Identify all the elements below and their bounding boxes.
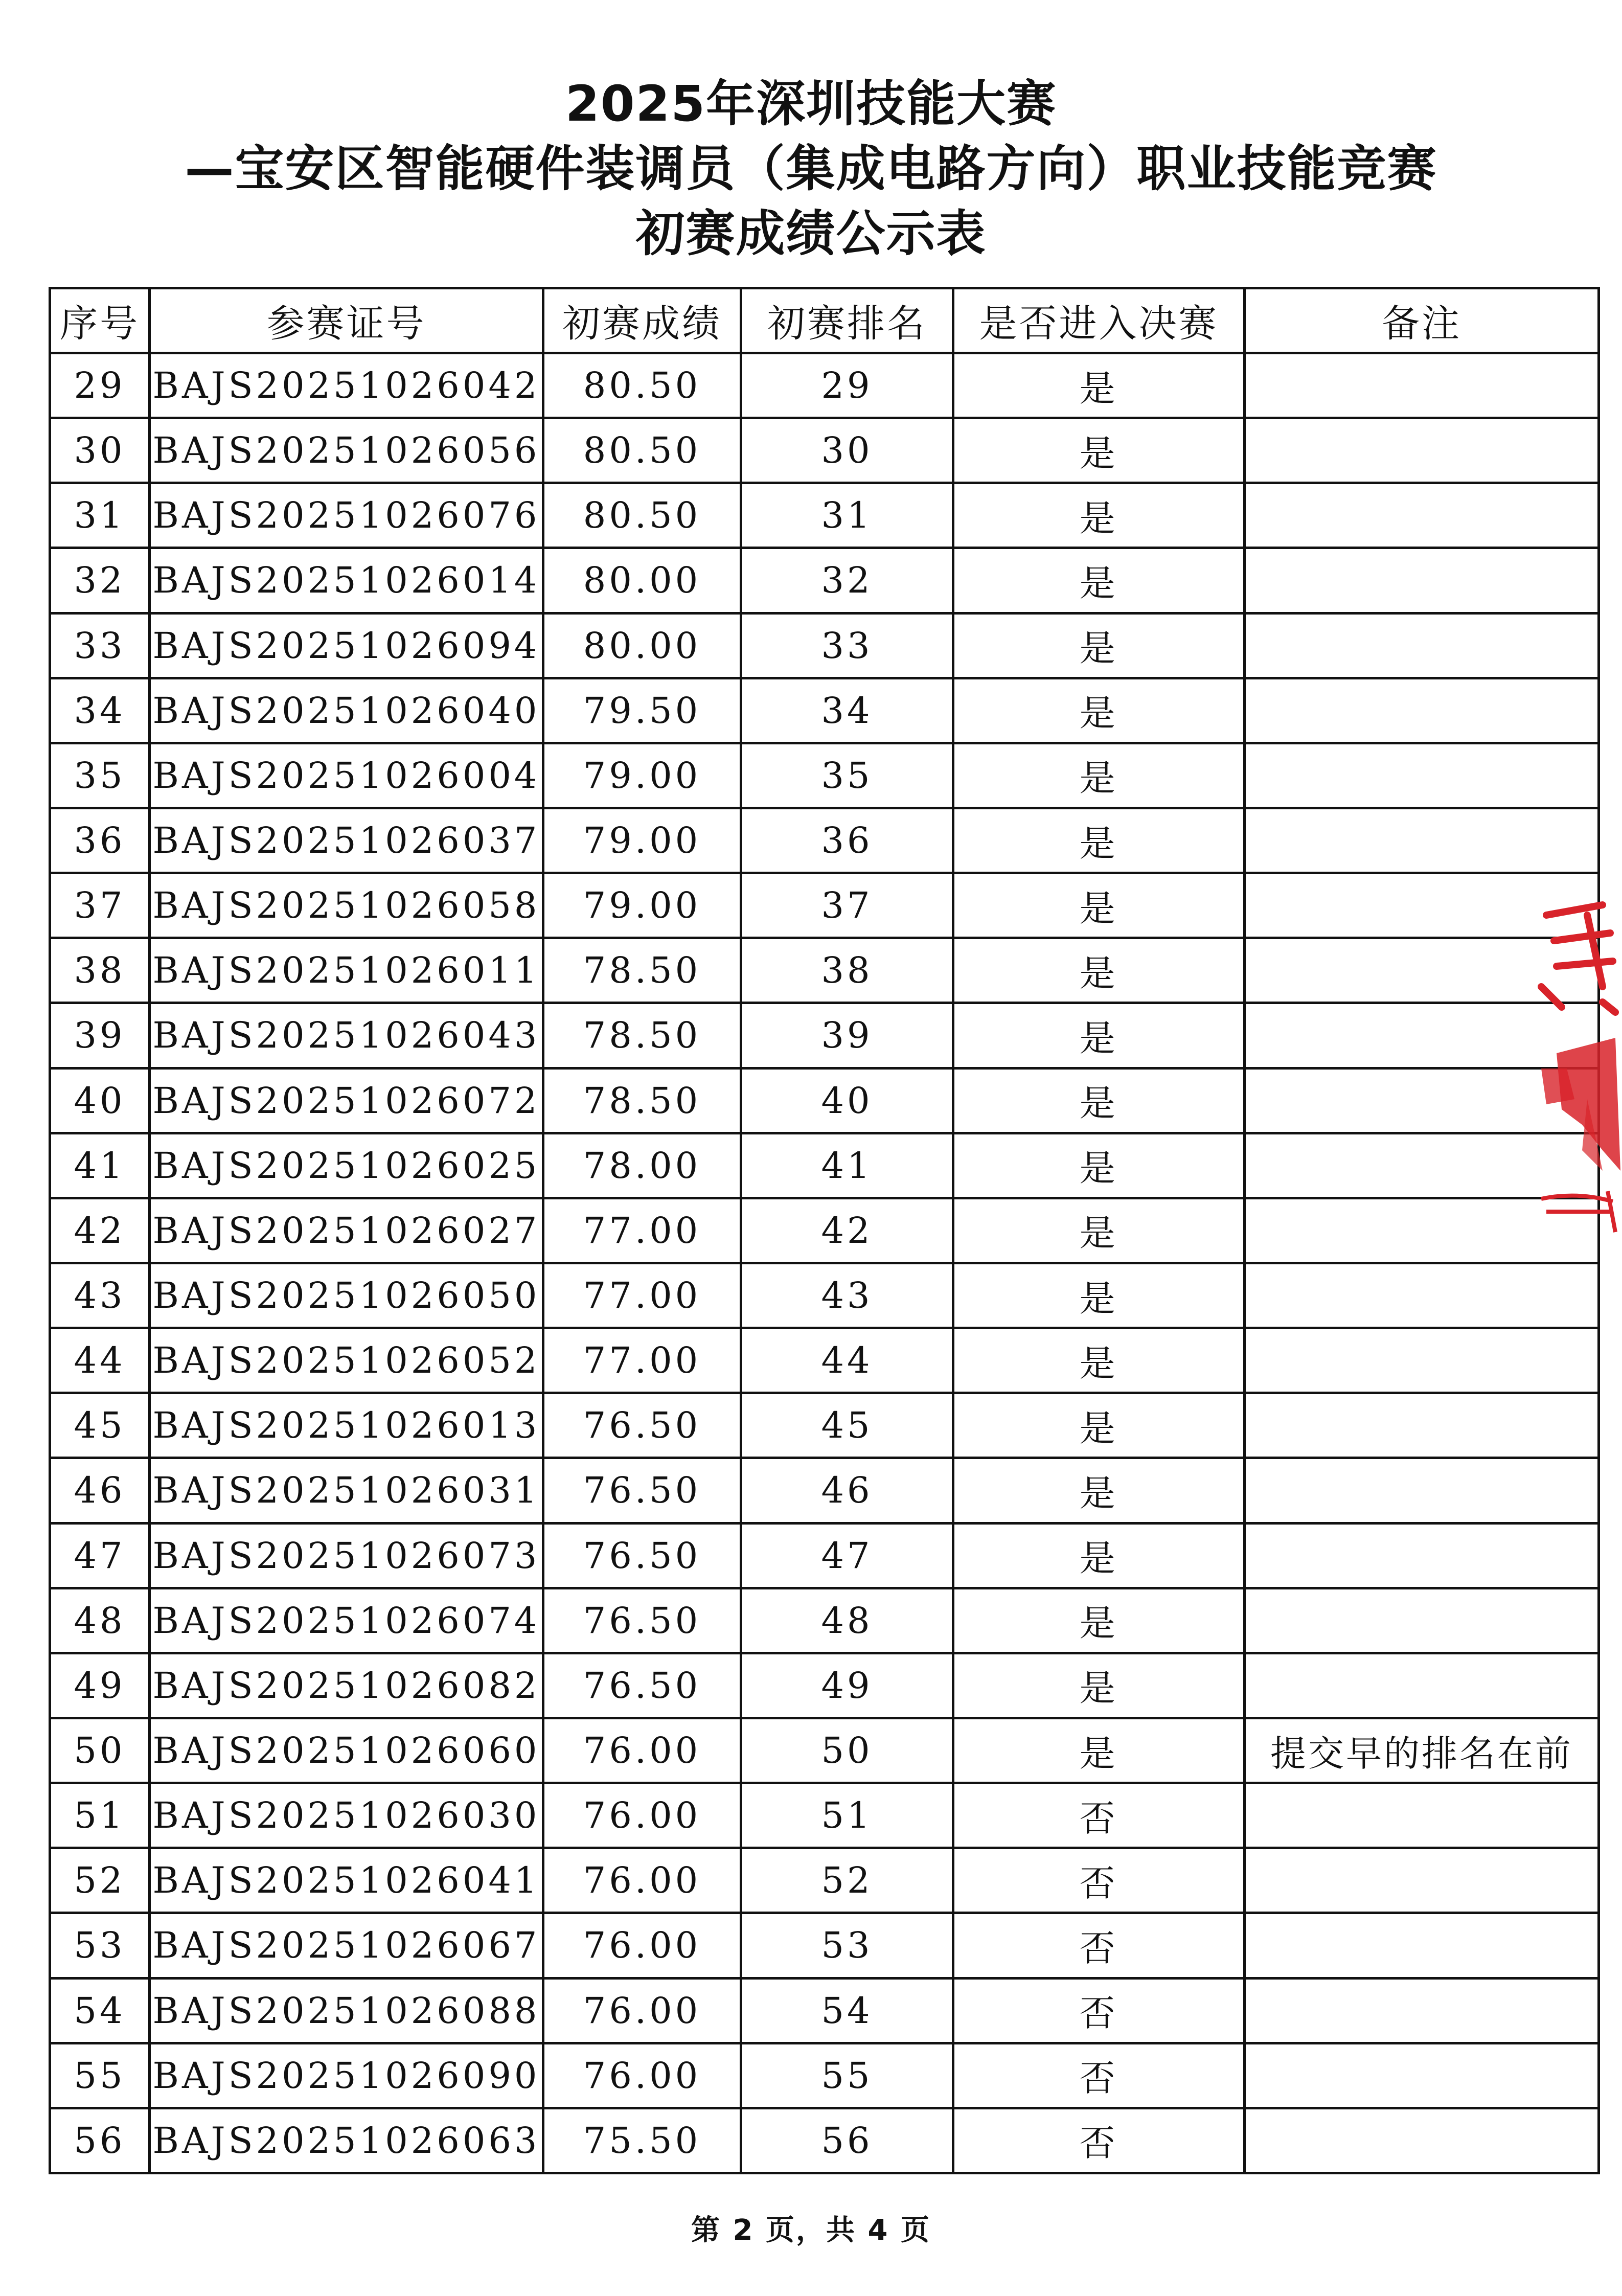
serial-cell: 51 [50, 1783, 150, 1848]
score-cell: 77.00 [543, 1198, 741, 1263]
entry-id-cell: BAJS20251026072 [150, 1068, 543, 1133]
official-seal [1526, 884, 1622, 1242]
score-cell: 76.50 [543, 1523, 741, 1588]
remarks-cell [1245, 1848, 1599, 1913]
remarks-cell [1245, 483, 1599, 548]
serial-cell: 38 [50, 938, 150, 1003]
finals-cell: 是 [953, 353, 1245, 418]
rank-cell: 35 [741, 743, 953, 808]
serial-cell: 35 [50, 743, 150, 808]
entry-id-cell: BAJS20251026067 [150, 1913, 543, 1978]
page-number: 第 2 页，共 4 页 [691, 2214, 931, 2247]
finals-cell: 是 [953, 1263, 1245, 1328]
finals-cell: 是 [953, 808, 1245, 873]
score-cell: 79.00 [543, 873, 741, 938]
score-cell: 76.00 [543, 1848, 741, 1913]
entry-id-cell: BAJS20251026050 [150, 1263, 543, 1328]
serial-cell: 47 [50, 1523, 150, 1588]
finals-cell: 否 [953, 1783, 1245, 1848]
finals-cell: 是 [953, 1068, 1245, 1133]
rank-cell: 42 [741, 1198, 953, 1263]
table-row [50, 1133, 1599, 1198]
finals-cell: 否 [953, 1978, 1245, 2043]
serial-cell: 52 [50, 1848, 150, 1913]
serial-cell: 33 [50, 613, 150, 678]
score-cell: 78.50 [543, 1003, 741, 1068]
score-cell: 78.00 [543, 1133, 741, 1198]
serial-cell: 50 [50, 1718, 150, 1783]
serial-cell: 40 [50, 1068, 150, 1133]
score-cell: 80.50 [543, 418, 741, 483]
finals-cell: 是 [953, 1133, 1245, 1198]
table-row [50, 1653, 1599, 1718]
entry-id-cell: BAJS20251026074 [150, 1588, 543, 1653]
column-header-remarks: 备注 [1245, 288, 1599, 353]
entry-id-cell: BAJS20251026052 [150, 1328, 543, 1393]
table-row [50, 1263, 1599, 1328]
finals-cell: 是 [953, 1198, 1245, 1263]
rank-cell: 30 [741, 418, 953, 483]
table-row [50, 1068, 1599, 1133]
table-row [50, 1458, 1599, 1523]
entry-id-cell: BAJS20251026060 [150, 1718, 543, 1783]
rank-cell: 49 [741, 1653, 953, 1718]
serial-cell: 44 [50, 1328, 150, 1393]
finals-cell: 否 [953, 2108, 1245, 2173]
finals-cell: 是 [953, 1718, 1245, 1783]
finals-cell: 是 [953, 1003, 1245, 1068]
finals-cell: 是 [953, 483, 1245, 548]
table-row [50, 1523, 1599, 1588]
finals-cell: 否 [953, 1913, 1245, 1978]
rank-cell: 55 [741, 2043, 953, 2108]
rank-cell: 29 [741, 353, 953, 418]
rank-cell: 38 [741, 938, 953, 1003]
entry-id-cell: BAJS20251026090 [150, 2043, 543, 2108]
score-cell: 77.00 [543, 1328, 741, 1393]
remarks-cell [1245, 1653, 1599, 1718]
serial-cell: 37 [50, 873, 150, 938]
rank-cell: 43 [741, 1263, 953, 1328]
serial-cell: 32 [50, 548, 150, 613]
entry-id-cell: BAJS20251026037 [150, 808, 543, 873]
title-line-3: 初赛成绩公示表 [635, 205, 987, 262]
table-row [50, 2043, 1599, 2108]
score-cell: 76.50 [543, 1588, 741, 1653]
finals-cell: 是 [953, 1653, 1245, 1718]
title-line-1: 2025年深圳技能大赛 [565, 75, 1057, 132]
score-cell: 79.00 [543, 808, 741, 873]
table-row [50, 613, 1599, 678]
rank-cell: 34 [741, 678, 953, 743]
column-header-rank: 初赛排名 [741, 288, 953, 353]
finals-cell: 否 [953, 2043, 1245, 2108]
score-cell: 76.00 [543, 2043, 741, 2108]
remarks-cell [1245, 1393, 1599, 1458]
remarks-cell [1245, 2043, 1599, 2108]
score-cell: 76.00 [543, 1783, 741, 1848]
finals-cell: 是 [953, 613, 1245, 678]
table-body [50, 353, 1599, 2173]
entry-id-cell: BAJS20251026076 [150, 483, 543, 548]
finals-cell: 否 [953, 1848, 1245, 1913]
title-line-2: —宝安区智能硬件装调员（集成电路方向）职业技能竞赛 [185, 140, 1437, 197]
column-header-entry-id: 参赛证号 [150, 288, 543, 353]
remarks-cell [1245, 548, 1599, 613]
rank-cell: 37 [741, 873, 953, 938]
table-row [50, 1718, 1599, 1783]
serial-cell: 55 [50, 2043, 150, 2108]
remarks-cell [1245, 1588, 1599, 1653]
remarks-cell [1245, 1458, 1599, 1523]
entry-id-cell: BAJS20251026043 [150, 1003, 543, 1068]
serial-cell: 53 [50, 1913, 150, 1978]
rank-cell: 32 [741, 548, 953, 613]
results-table [49, 287, 1600, 2174]
serial-cell: 56 [50, 2108, 150, 2173]
score-cell: 75.50 [543, 2108, 741, 2173]
entry-id-cell: BAJS20251026014 [150, 548, 543, 613]
column-header-serial: 序号 [50, 288, 150, 353]
serial-cell: 43 [50, 1263, 150, 1328]
score-cell: 79.50 [543, 678, 741, 743]
serial-cell: 30 [50, 418, 150, 483]
table-row [50, 1588, 1599, 1653]
entry-id-cell: BAJS20251026041 [150, 1848, 543, 1913]
score-cell: 78.50 [543, 938, 741, 1003]
entry-id-cell: BAJS20251026025 [150, 1133, 543, 1198]
remarks-cell [1245, 1263, 1599, 1328]
document-title [0, 72, 1622, 266]
finals-cell: 是 [953, 1393, 1245, 1458]
serial-cell: 48 [50, 1588, 150, 1653]
score-cell: 80.50 [543, 483, 741, 548]
rank-cell: 31 [741, 483, 953, 548]
score-cell: 80.00 [543, 548, 741, 613]
finals-cell: 是 [953, 1458, 1245, 1523]
finals-cell: 是 [953, 938, 1245, 1003]
serial-cell: 36 [50, 808, 150, 873]
finals-cell: 是 [953, 678, 1245, 743]
remarks-cell [1245, 808, 1599, 873]
rank-cell: 41 [741, 1133, 953, 1198]
score-cell: 76.00 [543, 1978, 741, 2043]
rank-cell: 40 [741, 1068, 953, 1133]
entry-id-cell: BAJS20251026088 [150, 1978, 543, 2043]
serial-cell: 39 [50, 1003, 150, 1068]
finals-cell: 是 [953, 873, 1245, 938]
score-cell: 76.50 [543, 1393, 741, 1458]
score-cell: 80.50 [543, 353, 741, 418]
rank-cell: 52 [741, 1848, 953, 1913]
remarks-cell [1245, 743, 1599, 808]
entry-id-cell: BAJS20251026094 [150, 613, 543, 678]
remarks-cell [1245, 418, 1599, 483]
entry-id-cell: BAJS20251026030 [150, 1783, 543, 1848]
entry-id-cell: BAJS20251026063 [150, 2108, 543, 2173]
rank-cell: 47 [741, 1523, 953, 1588]
rank-cell: 53 [741, 1913, 953, 1978]
table-row [50, 1393, 1599, 1458]
entry-id-cell: BAJS20251026056 [150, 418, 543, 483]
table-row [50, 1783, 1599, 1848]
remarks-cell [1245, 1783, 1599, 1848]
remarks-cell [1245, 1328, 1599, 1393]
finals-cell: 是 [953, 418, 1245, 483]
table-row [50, 483, 1599, 548]
serial-cell: 29 [50, 353, 150, 418]
score-cell: 78.50 [543, 1068, 741, 1133]
serial-cell: 54 [50, 1978, 150, 2043]
entry-id-cell: BAJS20251026004 [150, 743, 543, 808]
score-cell: 79.00 [543, 743, 741, 808]
rank-cell: 39 [741, 1003, 953, 1068]
remarks-cell [1245, 2108, 1599, 2173]
entry-id-cell: BAJS20251026027 [150, 1198, 543, 1263]
table-row [50, 353, 1599, 418]
score-cell: 76.50 [543, 1653, 741, 1718]
rank-cell: 36 [741, 808, 953, 873]
table-row [50, 1328, 1599, 1393]
serial-cell: 42 [50, 1198, 150, 1263]
rank-cell: 33 [741, 613, 953, 678]
finals-cell: 是 [953, 1328, 1245, 1393]
finals-cell: 是 [953, 548, 1245, 613]
entry-id-cell: BAJS20251026058 [150, 873, 543, 938]
entry-id-cell: BAJS20251026013 [150, 1393, 543, 1458]
table-row [50, 1978, 1599, 2043]
column-header-score: 初赛成绩 [543, 288, 741, 353]
rank-cell: 45 [741, 1393, 953, 1458]
entry-id-cell: BAJS20251026042 [150, 353, 543, 418]
table-row [50, 678, 1599, 743]
serial-cell: 31 [50, 483, 150, 548]
rank-cell: 48 [741, 1588, 953, 1653]
remarks-cell [1245, 678, 1599, 743]
table-row [50, 743, 1599, 808]
table-row [50, 2108, 1599, 2173]
rank-cell: 50 [741, 1718, 953, 1783]
entry-id-cell: BAJS20251026011 [150, 938, 543, 1003]
rank-cell: 44 [741, 1328, 953, 1393]
column-header-finals: 是否进入决赛 [953, 288, 1245, 353]
remarks-cell [1245, 1913, 1599, 1978]
table-row [50, 548, 1599, 613]
table-row [50, 1848, 1599, 1913]
table-row [50, 418, 1599, 483]
table-row [50, 1003, 1599, 1068]
rank-cell: 54 [741, 1978, 953, 2043]
remarks-cell [1245, 353, 1599, 418]
entry-id-cell: BAJS20251026031 [150, 1458, 543, 1523]
remarks-cell [1245, 613, 1599, 678]
finals-cell: 是 [953, 743, 1245, 808]
serial-cell: 46 [50, 1458, 150, 1523]
entry-id-cell: BAJS20251026040 [150, 678, 543, 743]
remarks-cell: 提交早的排名在前 [1245, 1718, 1599, 1783]
rank-cell: 56 [741, 2108, 953, 2173]
table-row [50, 873, 1599, 938]
remarks-cell [1245, 1978, 1599, 2043]
table-row [50, 938, 1599, 1003]
score-cell: 76.50 [543, 1458, 741, 1523]
rank-cell: 51 [741, 1783, 953, 1848]
serial-cell: 41 [50, 1133, 150, 1198]
entry-id-cell: BAJS20251026073 [150, 1523, 543, 1588]
finals-cell: 是 [953, 1523, 1245, 1588]
serial-cell: 34 [50, 678, 150, 743]
table-row [50, 1198, 1599, 1263]
table-header-row [50, 288, 1599, 353]
finals-cell: 是 [953, 1588, 1245, 1653]
serial-cell: 49 [50, 1653, 150, 1718]
score-cell: 76.00 [543, 1718, 741, 1783]
score-cell: 80.00 [543, 613, 741, 678]
score-cell: 76.00 [543, 1913, 741, 1978]
score-cell: 77.00 [543, 1263, 741, 1328]
rank-cell: 46 [741, 1458, 953, 1523]
serial-cell: 45 [50, 1393, 150, 1458]
entry-id-cell: BAJS20251026082 [150, 1653, 543, 1718]
table-row [50, 1913, 1599, 1978]
remarks-cell [1245, 1523, 1599, 1588]
table-row [50, 808, 1599, 873]
